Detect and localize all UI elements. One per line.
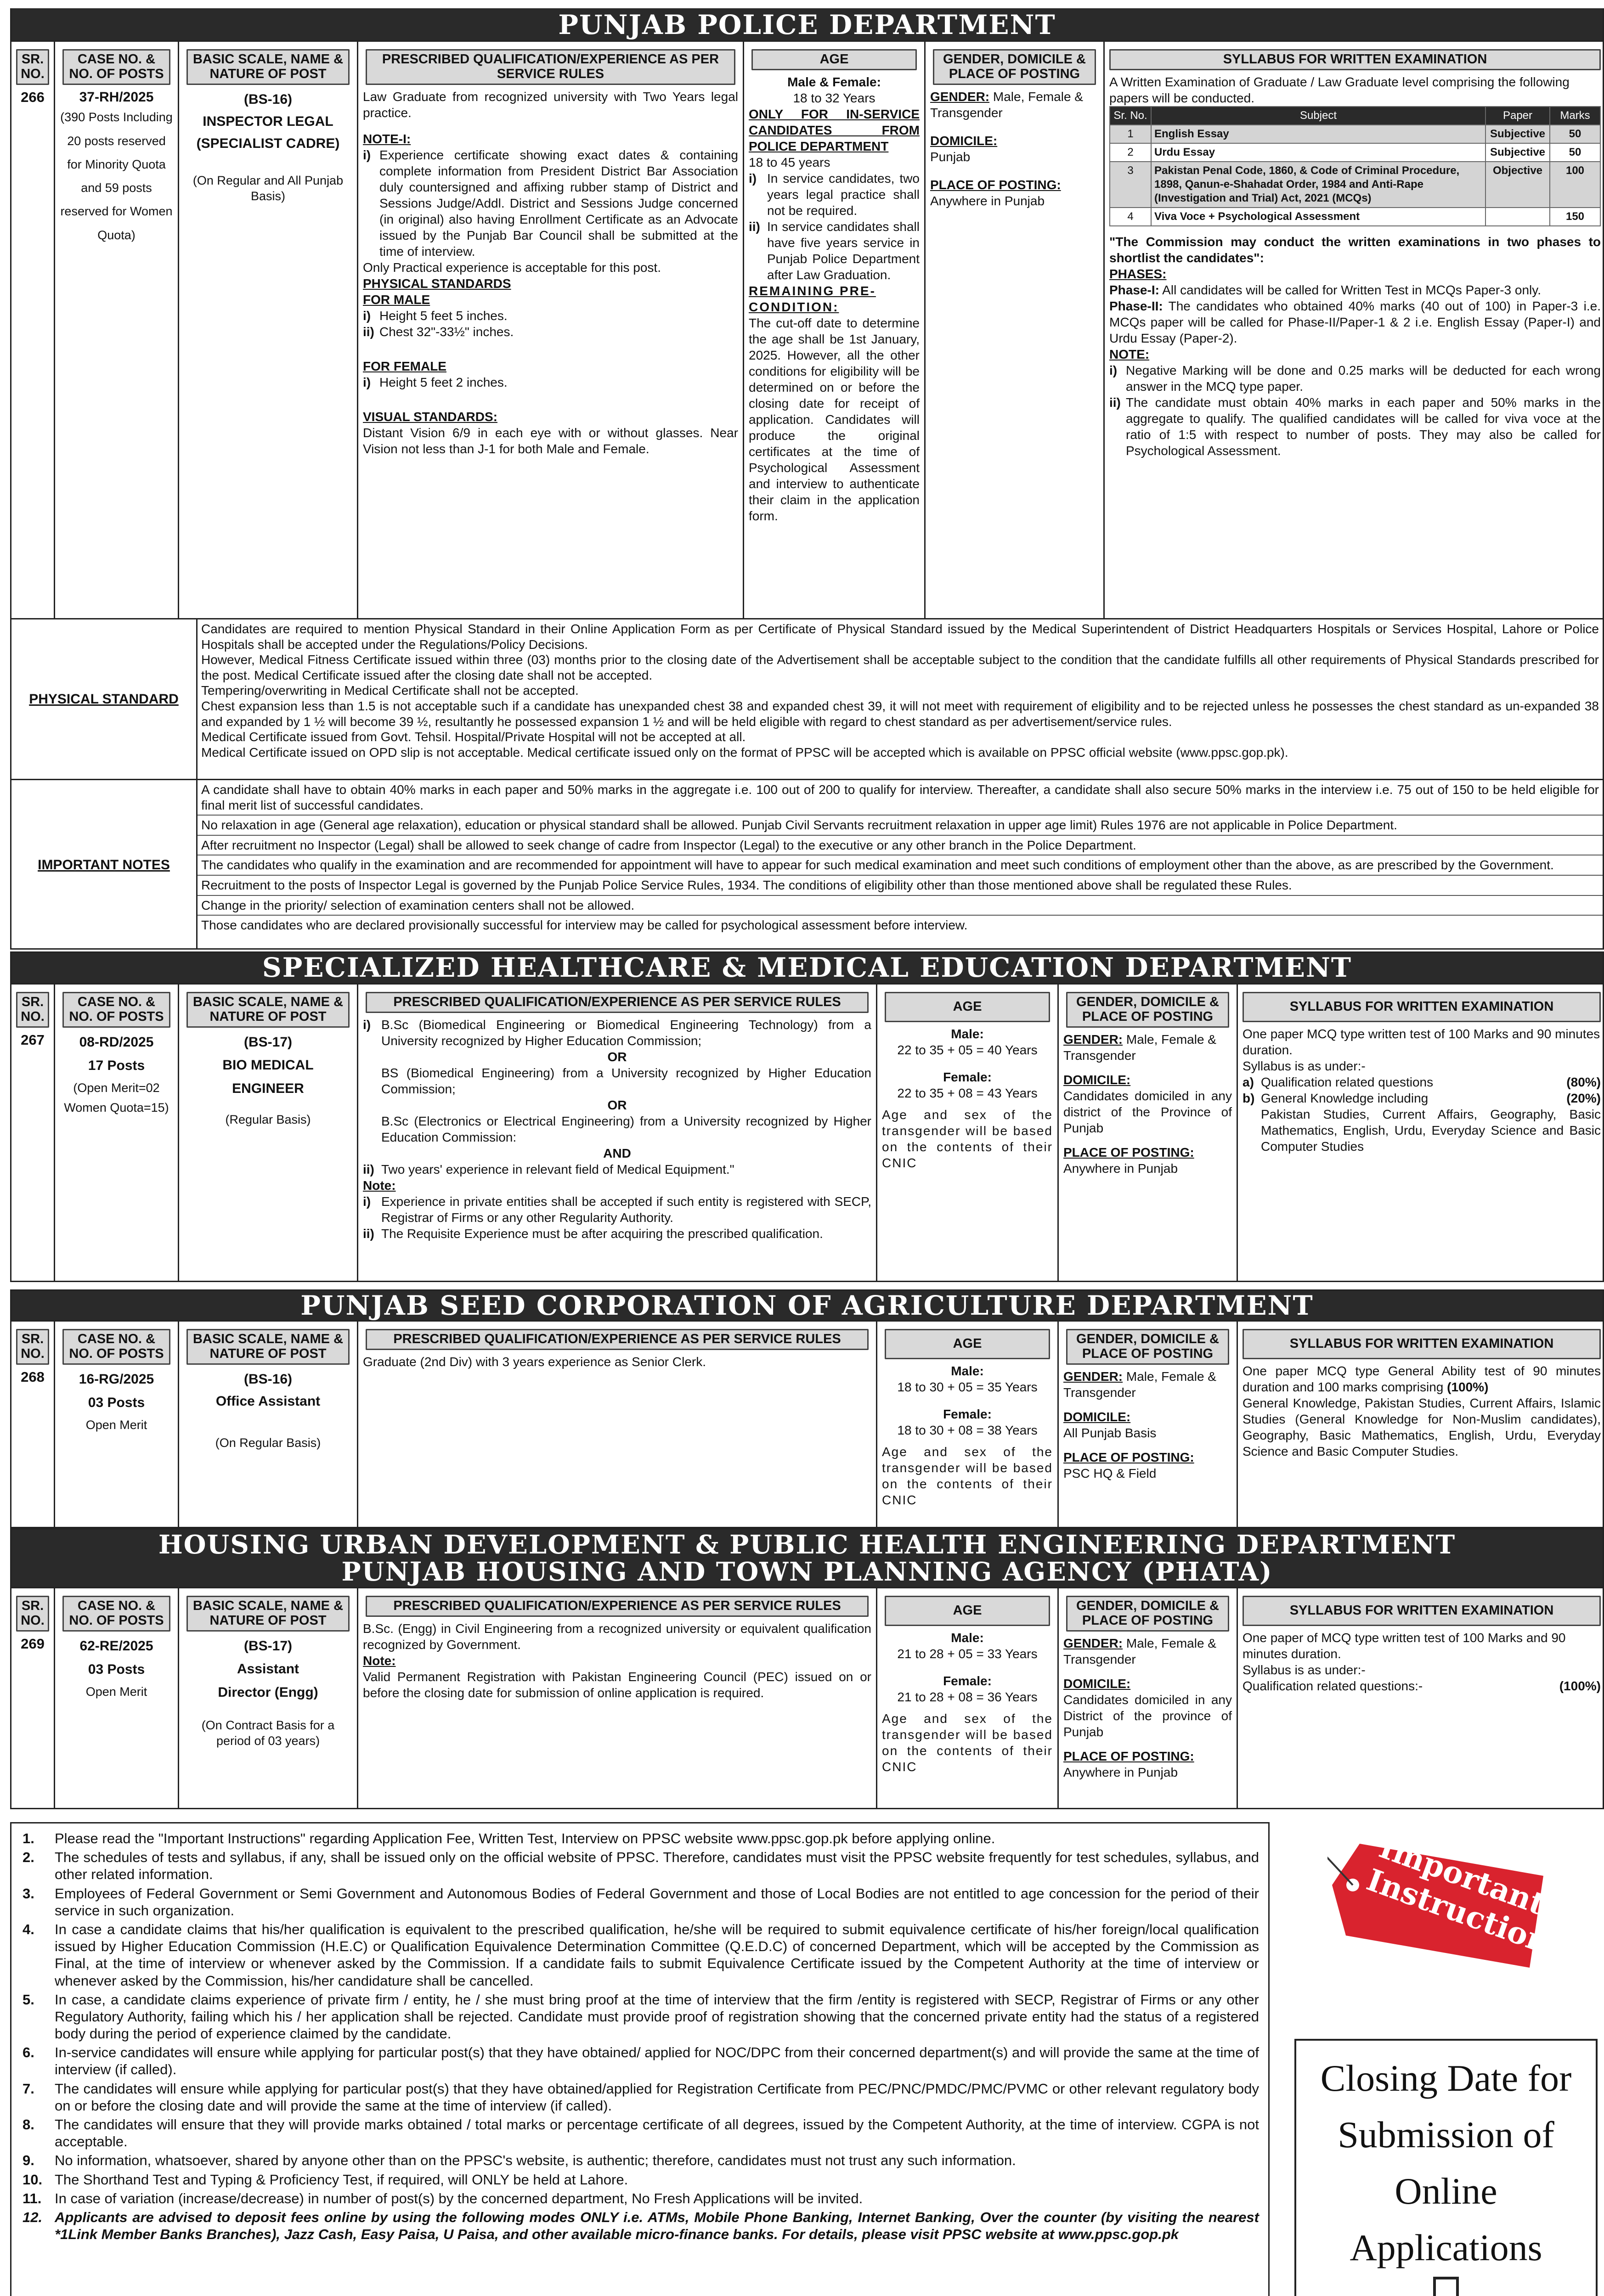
gender: Male, Female & Transgender [930, 89, 1083, 120]
syl-intro: A Written Examination of Graduate / Law Graduate level comprising the following papers will be conducted. [1109, 74, 1570, 105]
male-chest: Chest 32"-33½" inches. [379, 324, 514, 339]
female-age: 18 to 30 + 08 = 38 Years [897, 1423, 1038, 1437]
snote-head: NOTE: [1109, 347, 1150, 361]
posts-info: 03 Posts [88, 1395, 145, 1410]
age-inservice-range: 18 to 45 years [749, 155, 830, 169]
section-healthcare [10, 951, 1604, 1282]
post-row: SR. NO. 269 CASE NO. & NO. OF POSTS 62-RE/2025 03 Posts Open Merit BASIC SCALE, NAME & NATURE OF POST (BS-17) Assistant Director (Engg) (On Contract Basis for a period of 03 years) PRESCRIBED QUALIFICATION/EXPERIENCE AS PER SERVICE RULES B.Sc. (Engg) in Civil Engineering from a recognized university or equivalent qualification recognized by Government. Note: Valid Permanent Registration with Pakistan Engineering Council (PEC) issued on or before the closing date for submission of online application is required. AGE Male: 21 to 28 + 05 = 33 Years Female: 21 to 28 + 08 = 36 Years Age and sex of the transgender will be based on the contents of their CNIC GENDER, DOMICILE & PLACE OF POSTING GENDER: Male, Female & Transgender DOMICILE: Candidates domiciled in any District of the province of Punjab PLACE OF POSTING: Anywhere in Punjab SYLLABUS FOR WRITTEN EXAMINATION One paper of MCQ type written test of 100 Marks and 90 minutes duration. Syllabus is as under:- Qualification related questions:- (100%) [11, 1587, 1603, 1809]
syl-pct: (100%) [1447, 1379, 1489, 1394]
col-qual: PRESCRIBED QUALIFICATION/EXPERIENCE AS PER SERVICE RULES [366, 49, 735, 85]
quota-line: Women Quota=15) [64, 1100, 169, 1114]
tag-text: Important Instructions [1362, 1829, 1570, 1967]
syl-pct: (100%) [1559, 1678, 1601, 1693]
merit: Open Merit [85, 1418, 147, 1432]
post-nature: (On Contract Basis for a period of 03 years) [201, 1718, 335, 1748]
syl-line: One paper MCQ type General Ability test of 90 minutes duration and 100 marks comprising [1243, 1363, 1601, 1394]
phase1: All candidates will be called for Written Test in MCQs Paper-3 only. [1162, 282, 1541, 297]
table-row: 3 Pakistan Penal Code, 1860, & Code of Criminal Procedure, 1898, Qanun-e-Shahadat Order, 1984 and Anti-Rape (Investigation and Trial) Act, 2021 (MCQs) Objective 100 [1110, 162, 1600, 208]
section-punjab-police [10, 8, 1604, 950]
qual-line: B.Sc. (Engg) in Civil Engineering from a recognized university or equivalent qualification recognized by Government. [363, 1621, 871, 1652]
sr-no: 268 [21, 1368, 45, 1385]
male-label: Male: [951, 1363, 984, 1378]
male-label: Male: [951, 1026, 984, 1041]
gender: Male, Female & Transgender [1063, 1369, 1216, 1400]
qual-line: B.Sc (Electronics or Electrical Engineering) from a University recognized by Higher Education Commission: [381, 1114, 871, 1144]
qual-intro: Law Graduate from recognized university with Two Years legal practice. [363, 89, 738, 120]
physical-standard-row [11, 618, 1603, 779]
note-line: The candidates who qualify in the examination and are recommended for appointment will have to appear for such medical examination and meet such conditions of employment other than the above, as are prescribed by the Government. [198, 855, 1603, 876]
list-item: 5. In case, a candidate claims experience of private firm / entity, he / she must bring proof at the time of interview that the firm /entity is registered with SECP, Registrar of Firms or any other Regulatory Authority, failing which his / her application shall be rejected. Candidate must provide proof of registration showing that the concerned private entity had the status of a registered body during the period of experience claimed by the candidate. [23, 1991, 1259, 2042]
list-item: 3. Employees of Federal Government or Semi Government and Autonomous Bodies of Federal Government and those of Local Bodies are not entitled to age concession for the period of their service in such organization. [23, 1885, 1259, 1919]
list-item: 9. No information, whatsoever, shared by anyone other than on the PPSC's website, is authentic; therefore, candidates must not trust any such information. [23, 2152, 1016, 2169]
col-age: AGE [751, 49, 917, 70]
case-no: 62-RE/2025 [79, 1638, 153, 1654]
domicile-label: DOMICILE: [1063, 1409, 1131, 1424]
instructions-box [10, 1822, 1270, 2296]
section-title: SPECIALIZED HEALTHCARE & MEDICAL EDUCATION DEPARTMENT [11, 953, 1603, 983]
qual-line: Graduate (2nd Div) with 3 years experience as Senior Clerk. [363, 1354, 706, 1369]
syl-line: General Knowledge, Pakistan Studies, Current Affairs, Islamic Studies (General Knowledge for Non-Muslim candidates), Geography, Basic Mathematics, English, Urdu, Everyday Science and Basic Computer Studies. [1243, 1396, 1601, 1458]
list-item: 2. The schedules of tests and syllabus, if any, shall be issued only on the official website of PPSC. Therefore, candidates must visit the PPSC website frequently for test schedules, syllabus, and other related information. [23, 1849, 1259, 1883]
note-line: After recruitment no Inspector (Legal) shall be allowed to seek change of cadre from Inspector (Legal) to the executive or any other branch in the Police Department. [198, 836, 1603, 856]
domicile-label: DOMICILE: [1063, 1072, 1131, 1087]
important-notes-label: IMPORTANT NOTES [11, 780, 198, 950]
gender: Male, Female & Transgender [1063, 1636, 1216, 1666]
section-title-2: PUNJAB HOUSING AND TOWN PLANNING AGENCY (PHATA) [341, 1556, 1273, 1587]
phys-line: Candidates are required to mention Physical Standard in their Online Application Form as per Certificate of Physical Standard issued by the Medical Superintendent of District Headquarters Hospitals or Services Hospital, Lahore or Police Hospitals shall be accepted under the Regulations/Policy Decisions. [201, 622, 1599, 652]
merit: Open Merit [85, 1684, 147, 1699]
post-name: BIO MEDICAL ENGINEER [222, 1057, 314, 1096]
table-row: 1 English Essay Subjective 50 [1110, 125, 1600, 143]
male-head: FOR MALE [363, 292, 430, 307]
female-label: Female: [943, 1069, 992, 1084]
age-note: Age and sex of the transgender will be based on the contents of their CNIC [882, 1444, 1053, 1507]
note-line: Experience in private entities shall be accepted if such entity is registered with SECP, Registrar of Firms or any other Regularity Authority. [381, 1194, 871, 1225]
female-age: 21 to 28 + 08 = 36 Years [897, 1689, 1038, 1704]
closing-text: Closing Date for Submission of Online Applications [1320, 2057, 1572, 2268]
posts-info: 17 Posts [88, 1058, 145, 1073]
col-syllabus: SYLLABUS FOR WRITTEN EXAMINATION [1109, 49, 1601, 70]
list-item: 6. In-service candidates will ensure while applying for particular post(s) that they have obtained/ applied for NOC/DPC from their concerned department(s) and will provide the same at the time of interview (if called). [23, 2044, 1259, 2078]
scale: (BS-16) [243, 1371, 292, 1387]
phys-line: Medical Certificate issued on OPD slip is not acceptable. Medical certificate issued only on the format of PPSC will be accepted which is available on PPSC official website (www.ppsc.gop.pk). [201, 745, 1288, 760]
syl-commission: "The Commission may conduct the written examinations in two phases to shortlist the candidates": [1109, 234, 1601, 265]
table-row: 2 Urdu Essay Subjective 50 [1110, 143, 1600, 162]
scale: (BS-16) [243, 91, 292, 107]
papers-table: Sr. No. Subject Paper Marks 1 English Essay Subjective 50 2 Urdu Essay Subjective 50 3 Pakistan Penal Code, 1860, & Code of Criminal Procedure, 1898, Qanun-e-Shahadat Order, 1984 and Anti-Rape (Investigation and Trial) Act, 2021 (MCQs) Objective 100 4 Viva Voce + Psychological Assessment 150 [1109, 106, 1601, 226]
section-seed-corporation [10, 1289, 1604, 1528]
domicile: Candidates domiciled in any district of the Province of Punjab [1063, 1088, 1232, 1135]
important-notes-row [11, 779, 1603, 950]
posts-info: (390 Posts Including 20 posts reserved for Minority Quota and 59 posts reserved for Women Quota) [60, 110, 173, 242]
phys-line: However, Medical Fitness Certificate issued within three (03) months prior to the closing date of the Advertisement shall be acceptable subject to the condition that the candidate fulfills all other requirements of Physical Standards prescribed for the post. Medical Certificate issued after the closing date shall not be accepted. [201, 653, 1599, 682]
domicile-label: DOMICILE: [930, 133, 998, 148]
list-item: 11. In case of variation (increase/decrease) in number of post(s) by the concerned department, No Fresh Applications will be invited. [23, 2190, 863, 2206]
note-head: NOTE-I: [363, 131, 411, 146]
list-item: 10. The Shorthand Test and Typing & Proficiency Test, if required, will ONLY be held at Lahore. [23, 2171, 628, 2188]
instructions-list [23, 1830, 1259, 2243]
post-name: INSPECTOR LEGAL (SPECIALIST CADRE) [196, 113, 340, 151]
posting-label: PLACE OF POSTING: [1063, 1145, 1194, 1159]
posting-label: PLACE OF POSTING: [1063, 1450, 1194, 1464]
scale: (BS-17) [243, 1638, 292, 1654]
note-line: Change in the priority/ selection of examination centers shall not be allowed. [198, 896, 1603, 916]
case-no: 37-RH/2025 [79, 89, 154, 105]
qual-line: Two years' experience in relevant field of Medical Equipment." [381, 1162, 734, 1176]
section-title: PUNJAB POLICE DEPARTMENT [11, 8, 1603, 40]
qual-line: BS (Biomedical Engineering) from a University recognized by Higher Education Commission; [381, 1065, 871, 1096]
phys-line: Tempering/overwriting in Medical Certificate shall not be accepted. [201, 683, 579, 698]
syl-b: General Knowledge including [1261, 1091, 1429, 1105]
posting: Anywhere in Punjab [930, 193, 1045, 208]
phys-head: PHYSICAL STANDARDS [363, 276, 511, 291]
and-label: AND [603, 1146, 631, 1160]
female-age: 22 to 35 + 08 = 43 Years [897, 1086, 1038, 1100]
phases-head: PHASES: [1109, 266, 1167, 281]
age-note: Age and sex of the transgender will be based on the contents of their CNIC [882, 1107, 1053, 1170]
closing-date-box [1294, 2039, 1598, 2296]
domicile: All Punjab Basis [1063, 1425, 1157, 1440]
post-row: SR. NO. 267 CASE NO. & NO. OF POSTS 08-RD/2025 17 Posts (Open Merit=02 Women Quota=15) BASIC SCALE, NAME & NATURE OF POST (BS-17) BIO MEDICAL ENGINEER (Regular Basis) PRESCRIBED QUALIFICATION/EXPERIENCE AS PER SERVICE RULES i) B.Sc (Biomedical Engineering or Biomedical Engineering Technology) from a University recognized by Higher Education Commission; OR BS (Biomedical Engineering) from a University recognized by Higher Education Commission; OR B.Sc (Electronics or Electrical Engineering) from a University recognized by Higher Education Commission: AND ii) Two years' experience in relevant field of Medical Equipment." Note: i) Experience in private entities shall be accepted if such entity is registered with SECP, Registrar of Firms or any other Regularity Authority. ii) The Requisite Experience must be after acquiring the prescribed qualification. AGE Male: 22 to 35 + 05 = 40 Years Female: 22 to 35 + 08 = 43 Years Age and sex of the transgender will be based on the contents of their CNIC GENDER, DOMICILE & PLACE OF POSTING GENDER: Male, Female & Transgender DOMICILE: Candidates domiciled in any district of the Province of Punjab PLACE OF POSTING: Anywhere in Punjab SYLLABUS FOR WRITTEN EXAMINATION One paper MCQ type written test of 100 Marks and 90 minutes duration. Syllabus is as under:- a) Qualification related questions (80%) b) General Knowledge including (20%) Pakistan Studies, Current Affairs, Geography, Basic Mathematics, English, Urdu, Everyday Science and Basic Computer Studies [11, 983, 1603, 1282]
post-row: SR. NO. 268 CASE NO. & NO. OF POSTS 16-RG/2025 03 Posts Open Merit BASIC SCALE, NAME & NATURE OF POST (BS-16) Office Assistant (On Regular Basis) PRESCRIBED QUALIFICATION/EXPERIENCE AS PER SERVICE RULES Graduate (2nd Div) with 3 years experience as Senior Clerk. AGE Male: 18 to 30 + 05 = 35 Years Female: 18 to 30 + 08 = 38 Years Age and sex of the transgender will be based on the contents of their CNIC GENDER, DOMICILE & PLACE OF POSTING GENDER: Male, Female & Transgender DOMICILE: All Punjab Basis PLACE OF POSTING: PSC HQ & Field SYLLABUS FOR WRITTEN EXAMINATION One paper MCQ type General Ability test of 90 minutes duration and 100 marks comprising (100%) General Knowledge, Pakistan Studies, Current Affairs, Islamic Studies (General Knowledge for Non-Muslim candidates), Geography, Basic Mathematics, English, Urdu, Everyday Science and Basic Computer Studies. [11, 1320, 1603, 1528]
list-item: 1. Please read the "Important Instructions" regarding Application Fee, Written Test, Interview on PPSC website www.ppsc.gop.pk before applying online. [23, 1830, 995, 1846]
snote-ii: The candidate must obtain 40% marks in each paper and 50% marks in the aggregate to qualify. The qualified candidates will be called for viva voce at the ratio of 1:5 with respect to number of posts. They may also be called for Psychological Assessment. [1126, 395, 1601, 458]
note-line: Valid Permanent Registration with Pakistan Engineering Council (PEC) issued on or before the closing date for submission of online application is required. [363, 1669, 871, 1700]
note-line: A candidate shall have to obtain 40% marks in each paper and 50% marks in the aggregate i.e. 100 out of 200 to qualify for interview. Thereafter, a candidate shall also secure 50% marks in the interview i.e. 75 out of 150 to be held eligible for final merit list of successful candidates. [198, 780, 1603, 816]
syl-line: Syllabus is as under:- [1243, 1058, 1366, 1073]
table-row: 4 Viva Voce + Psychological Assessment 150 [1110, 208, 1600, 226]
gender-label: GENDER: [930, 89, 990, 104]
down-arrow-icon [1409, 2276, 1483, 2296]
age-rem-head: REMAINING PRE-CONDITION: [749, 283, 876, 314]
male-label: Male: [951, 1630, 984, 1645]
snote-i: Negative Marking will be done and 0.25 marks will be deducted for each wrong answer in the MCQ type paper. [1126, 363, 1601, 394]
note-label: Note: [363, 1653, 396, 1668]
age-inservice: ONLY FOR IN-SERVICE CANDIDATES FROM POLICE DEPARTMENT [749, 107, 920, 153]
age-rem: The cut-off date to determine the age shall be 1st January, 2025. However, all the other conditions for eligibility will be determined on or before the closing date for receipt of application. Candidates will produce the original certificates at the time of Psychological Assessment and interview to authenticate their claim in the application form. [749, 315, 920, 523]
section-title-1: HOUSING URBAN DEVELOPMENT & PUBLIC HEALTH ENGINEERING DEPARTMENT [158, 1530, 1456, 1560]
female-label: Female: [943, 1673, 992, 1688]
note-i: Experience certificate showing exact dates & containing complete information from President District Bar Association duly countersigned and affixing rubber stamp of District and Sessions Judge/Addl. District and Sessions Judge concerned (in original) also having Enrollment Certificate as an Advocate issued by the Punjab Bar Council shall be submitted at the time of interview. [379, 147, 738, 259]
visual-text: Distant Vision 6/9 in each eye with or without glasses. Near Vision not less than J-1 for both Male and Female. [363, 425, 738, 456]
case-no: 16-RG/2025 [79, 1371, 154, 1387]
col-sr: SR. NO. [16, 49, 49, 85]
syl-line: Syllabus is as under:- [1243, 1662, 1366, 1677]
age-head: Male & Female: [787, 74, 881, 89]
age-range: 18 to 32 Years [793, 90, 875, 105]
posts-info: 03 Posts [88, 1661, 145, 1677]
syl-a-pct: (80%) [1566, 1075, 1601, 1089]
col-basic: BASIC SCALE, NAME & NATURE OF POST [186, 49, 350, 85]
age-ii: In service candidates shall have five years service in Punjab Police Department after Law Graduation. [767, 219, 920, 282]
syl-a: Qualification related questions [1261, 1075, 1434, 1089]
post-nature: (On Regular and All Punjab Basis) [192, 173, 344, 203]
posting: Anywhere in Punjab [1063, 1765, 1178, 1779]
domicile: Candidates domiciled in any District of the province of Punjab [1063, 1692, 1232, 1739]
list-item: 12. Applicants are advised to deposit fees online by using the following modes ONLY i.e. ATMs, Mobile Phone Banking, Internet Banking, Over the counter (by visiting the nearest *1Link Member Banks Branches), Jazz Cash, Easy Paisa, U Paisa, and other available micro-finance banks. For details, please visit PPSC website at www.ppsc.gop.pk [23, 2209, 1259, 2243]
list-item: 4. In case a candidate claims that his/her qualification is equivalent to the prescribed qualification, he/she will be required to submit equivalence certificate of his/her foreign/local qualification issued by Higher Education Commission (H.E.C) or Qualification Equivalence Determination Committee (Q.E.D.C) of concerned Department, which will be accepted by the Commission as Final, at the time of interview or whenever asked by the Commission. If a candidate fails to submit Equivalence Certificate issued by the Competent Authority at the time of interview or whenever asked by the Commission, his/her candidature shall be cancelled. [23, 1921, 1259, 1989]
case-no: 08-RD/2025 [79, 1034, 154, 1050]
age-i: In service candidates, two years legal practice shall not be required. [767, 171, 920, 218]
list-item: 7. The candidates will ensure while applying for particular post(s) that they have obtained/applied for Registration Certificate from PEC/PNC/PMDC/PMC/PVMC or other relevant regulatory body on or before the closing date and will provide the same at the time of interview (if called). [23, 2080, 1259, 2114]
syl-line: One paper MCQ type written test of 100 Marks and 90 minutes duration. [1243, 1026, 1600, 1057]
post-nature: (Regular Basis) [225, 1112, 311, 1126]
or-label: OR [607, 1049, 627, 1064]
only-practical: Only Practical experience is acceptable for this post. [363, 260, 661, 275]
female-label: Female: [943, 1407, 992, 1421]
important-instructions-tag [1327, 1825, 1570, 1977]
physical-standard-label: PHYSICAL STANDARD [11, 619, 198, 779]
sr-no: 266 [21, 89, 45, 105]
posting-label: PLACE OF POSTING: [1063, 1749, 1194, 1763]
visual-head: VISUAL STANDARDS: [363, 409, 497, 424]
scale: (BS-17) [243, 1034, 292, 1050]
post-nature: (On Regular Basis) [215, 1435, 321, 1450]
age-note: Age and sex of the transgender will be based on the contents of their CNIC [882, 1711, 1053, 1774]
section-title: PUNJAB SEED CORPORATION OF AGRICULTURE DEPARTMENT [11, 1291, 1603, 1320]
female-height: Height 5 feet 2 inches. [379, 375, 508, 389]
note-label: Note: [363, 1178, 396, 1193]
note-line: The Requisite Experience must be after acquiring the prescribed qualification. [381, 1226, 823, 1241]
list-item: 8. The candidates will ensure that they will provide marks obtained / total marks or percentage certificate of all degrees, issued by the Competent Authority, at the time of interview. CGPA is not acceptable. [23, 2116, 1259, 2150]
quota-line: (Open Merit=02 [73, 1080, 160, 1095]
domicile: Punjab [930, 149, 971, 164]
section-title [11, 1530, 1603, 1587]
sr-no: 267 [21, 1031, 45, 1048]
section-housing [10, 1528, 1604, 1809]
male-age: 21 to 28 + 05 = 33 Years [897, 1646, 1038, 1661]
posting: Anywhere in Punjab [1063, 1161, 1178, 1176]
qual-line: B.Sc (Biomedical Engineering or Biomedical Engineering Technology) from a University recognized by Higher Education Commission; [381, 1017, 871, 1048]
male-height: Height 5 feet 5 inches. [379, 308, 508, 323]
note-line: No relaxation in age (General age relaxation), education or physical standard shall be allowed. Punjab Civil Servants recruitment relaxation in upper age limit) Rules 1976 are not applicable in Police Department. [198, 816, 1603, 836]
phys-line: Chest expansion less than 1.5 is not acceptable such if a candidate has unexpanded chest 38 and expanded chest 39, it will not meet with requirement of eligibility and to be rejected unless he possesses the chest standard as un-expanded 38 and expanded by 1 ½ will become 39 ½, resultantly he possessed expansion 1 ½ and will be held eligible with regard to chest standard as per advertisement/service rules. [201, 698, 1599, 729]
note-line: Those candidates who are declared provisionally successful for interview may be called for psychological assessment before interview. [201, 918, 968, 933]
note-line: Recruitment to the posts of Inspector Legal is governed by the Punjab Police Service Rules, 1934. The conditions of eligibility other than those mentioned above shall be regulated these Rules. [198, 876, 1603, 896]
syl-line: Qualification related questions:- [1243, 1678, 1423, 1693]
phys-line: Medical Certificate issued from Govt. Tehsil. Hospital/Private Hospital will not be accepted at all. [201, 730, 746, 744]
post-row: SR. NO. 266 CASE NO. & NO. OF POSTS 37-RH/2025 (390 Posts Including 20 posts reserved for Minority Quota and 59 posts reserved for Women Quota) BASIC SCALE, NAME & NATURE OF POST (BS-16) INSPECTOR LEGAL (SPECIALIST CADRE) (On Regular and All Punjab Basis) PRESCRIBED QUALIFICATION/EXPERIENCE AS PER SERVICE RULES Law Graduate from recognized university with Two Years legal practice. NOTE-I: i) Experience certificate showing exact dates & containing complete information from President District Bar Association duly countersigned and affixing rubber stamp of District and Sessions Judge/Addl. District and Sessions Judge concerned (in original) also having Enrollment Certificate as an Advocate issued by the Punjab Bar Council shall be submitted at the time of interview. Only Practical experience is acceptable for this post. PHYSICAL STANDARDS FOR MALE i) Height 5 feet 5 inches. ii) Chest 32"-33½" inches. FOR FEMALE i) Height 5 feet 2 inches. VISUAL STANDARDS: Distant Vision 6/9 in each eye with or without glasses. Near Vision not less than J-1 for both Male and Female. AGE Male & Female: 18 to 32 Years ONLY FOR IN-SERVICE CANDIDATES FROM POLICE DEPARTMENT 18 to 45 years i) In service candidates, two years legal practice shall not be required. ii) In service candidates shall have five years service in Punjab Police Department after Law Graduation. REMAINING PRE-CONDITION: The cut-off date to determine the age shall be 1st January, 2025. However, all the other conditions for eligibility will be determined on or before the closing date for receipt of application. Candidates will produce the original certificates at the time of Psychological Assessment and interview to authenticate their claim in the application form. GENDER, DOMICILE & PLACE OF POSTING GENDER: Male, Female & Transgender DOMICILE: Punjab PLACE OF POSTING: Anywhere in Punjab SYLLABUS FOR WRITTEN EXAMINATION A Written Examination of Graduate / Law Graduate level comprising the following papers will be conducted. Sr. No. Subject Paper Marks 1 English Essay Subjective 50 2 Urdu Essay Subjective 50 3 Pakistan Penal Code, 1860, & Code of Criminal Procedure, 1898, Qanun-e-Shahadat Order, 1984 and Anti-Rape (Investigation and Trial) Act, 2021 (MCQs) Objective 100 4 Viva Voce + Psychological Assessment 150 "The Commission may conduct the written examinations in two phases to shortlist the candidates": PHASES: Phase-I: All candidates will be called for Written Test in MCQs Paper-3 only. Phase-II: The candidates who obtained 40% marks (40 out of 100) in Paper-3 i.e. MCQs paper will be called for Phase-II/Paper-1 & 2 i.e. English Essay (Paper-I) and Urdu Essay (Paper-2). NOTE: i) Negative Marking will be done and 0.25 marks will be deducted for each wrong answer in the MCQ type paper. ii) The candidate must obtain 40% marks in each paper and 50% marks in the aggregate to qualify. The qualified candidates will be called for viva voce at the ratio of 1:5 with respect to number of posts. They may also be called for Psychological Assessment. [11, 40, 1603, 618]
posting: PSC HQ & Field [1063, 1466, 1157, 1480]
col-gender: GENDER, DOMICILE & PLACE OF POSTING [933, 49, 1096, 85]
syl-b2: Pakistan Studies, Current Affairs, Geography, Basic Mathematics, English, Urdu, Everyday Science and Basic Computer Studies [1261, 1107, 1601, 1154]
male-age: 22 to 35 + 05 = 40 Years [897, 1042, 1038, 1057]
posting-label: PLACE OF POSTING: [930, 177, 1061, 192]
sr-no: 269 [21, 1635, 45, 1652]
syl-line: One paper of MCQ type written test of 100 Marks and 90 minutes duration. [1243, 1630, 1566, 1661]
gender: Male, Female & Transgender [1063, 1032, 1216, 1063]
domicile-label: DOMICILE: [1063, 1676, 1131, 1691]
or-label: OR [607, 1097, 627, 1112]
female-head: FOR FEMALE [363, 359, 446, 373]
syl-b-pct: (20%) [1566, 1091, 1601, 1105]
post-name: Assistant Director (Engg) [218, 1661, 318, 1700]
male-age: 18 to 30 + 05 = 35 Years [897, 1379, 1038, 1394]
post-name: Office Assistant [215, 1393, 321, 1409]
phase2: The candidates who obtained 40% marks (40 out of 100) in Paper-3 i.e. MCQs paper will be called for Phase-II/Paper-1 & 2 i.e. English Essay (Paper-I) and Urdu Essay (Paper-2). [1109, 298, 1601, 345]
col-case: CASE NO. & NO. OF POSTS [62, 49, 170, 85]
